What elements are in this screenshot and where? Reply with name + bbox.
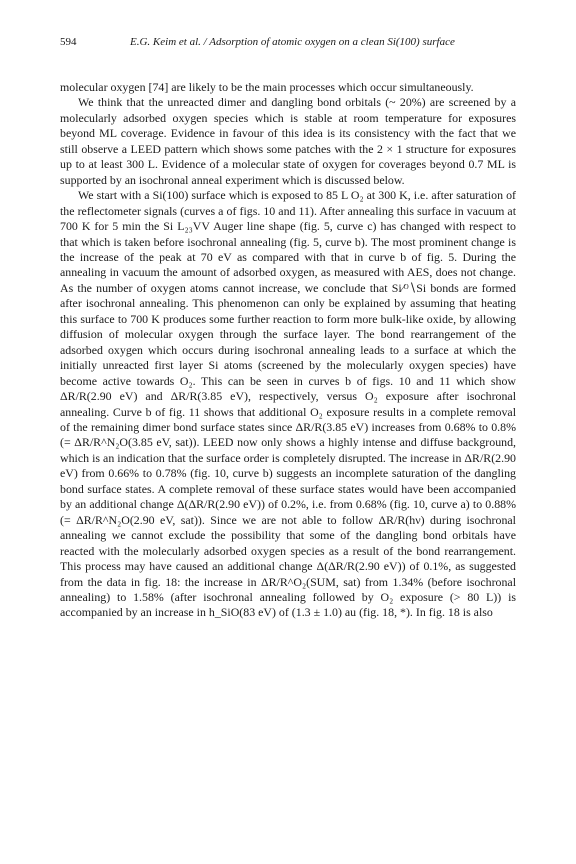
running-header — [60, 36, 516, 54]
article-body — [60, 80, 516, 621]
running-head: E.G. Keim et al. / Adsorption of atomic oxygen on a clean Si(100) surface — [130, 36, 455, 48]
page-number: 594 — [60, 36, 77, 48]
paragraph: molecular oxygen [74] are likely to be the main processes which occur simultaneously. — [60, 80, 474, 94]
paragraph: We start with a Si(100) surface which is exposed to 85 L O₂ at 300 K, i.e. after saturation of the reflectometer signals (curves a of figs. 10 and 11). After annealing this surface in vacuum at 700 K for 5 min the Si L₂₃VV Auger line shape (fig. 5, curve c) has changed with respect to that which is taken before isochronal annealing (fig. 5, curve b). The most prominent change is the increase of the peak at 70 eV as compared with that in curve b of fig. 5. During the annealing in vacuum the amount of adsorbed oxygen, as measured with AES, does not change. As the number of oxygen atoms cannot increase, we conclude that Si⁄ᴼ∖Si bonds are formed after isochronal annealing. This phenomenon can only be explained by assuming that heating this surface to 700 K produces some further reaction to form more bulk-like oxide, by allowing diffusion of molecular oxygen through the surface layer. The bond rearrangement of the adsorbed oxygen which occurs during isochronal annealing leads to a surface at which the initially unreacted first layer Si atoms (screened by the molecularly oxygen species) have become active towards O₂. This can be seen in curves b of figs. 10 and 11 which show ΔR/R(2.90 eV) and ΔR/R(3.85 eV), respectively, versus O₂ exposure after isochronal annealing. Curve b of fig. 11 shows that additional O₂ exposure results in a complete removal of the remaining dimer bond surface states since ΔR/R(3.85 eV) increases from 0.68% to 0.8% (= ΔR/R^N₂O(3.85 eV, sat)). LEED now only shows a highly intense and diffuse background, which is an indication that the surface order is completely disrupted. The increase in ΔR/R(2.90 eV) from 0.66% to 0.78% (fig. 10, curve b) suggests an incomplete saturation of the dangling bond surface states. A complete removal of these surface states would have been accompanied by an additional change Δ(ΔR/R(2.90 eV)) of 0.2%, i.e. from 0.68% (fig. 10, curve a) to 0.88% (= ΔR/R^N₂O(2.90 eV, sat)). Since we are not able to follow ΔR/R(hν) during isochronal annealing we cannot exclude the possibility that some of the dangling bond orbitals have reacted with the molecularly adsorbed oxygen species as a result of the bond rearrangement. This process may have caused an additional change Δ(ΔR/R(2.90 eV)) of 0.1%, as suggested from the data in fig. 18: the increase in ΔR/R^O₂(SUM, sat) from 1.34% (before isochronal annealing) to 1.58% (after isochronal annealing followed by O₂ exposure (> 80 L)) is accompanied by an increase in h_SiO(83 eV) of (1.3 ± 1.0) au (fig. 18, *). In fig. 18 is also — [60, 188, 516, 620]
paragraph: We think that the unreacted dimer and dangling bond orbitals (~ 20%) are screened by a molecularly adsorbed oxygen species which is stable at room temperature for exposures beyond ML coverage. Evidence in favour of this idea is its consistency with the fact that we still observe a LEED pattern which shows some patches with the 2 × 1 structure for exposures up to at least 300 L. Evidence of a molecular state of oxygen for coverages beyond 0.7 ML is supported by an isochronal anneal experiment which is discussed below. — [60, 95, 516, 187]
page — [60, 36, 516, 621]
